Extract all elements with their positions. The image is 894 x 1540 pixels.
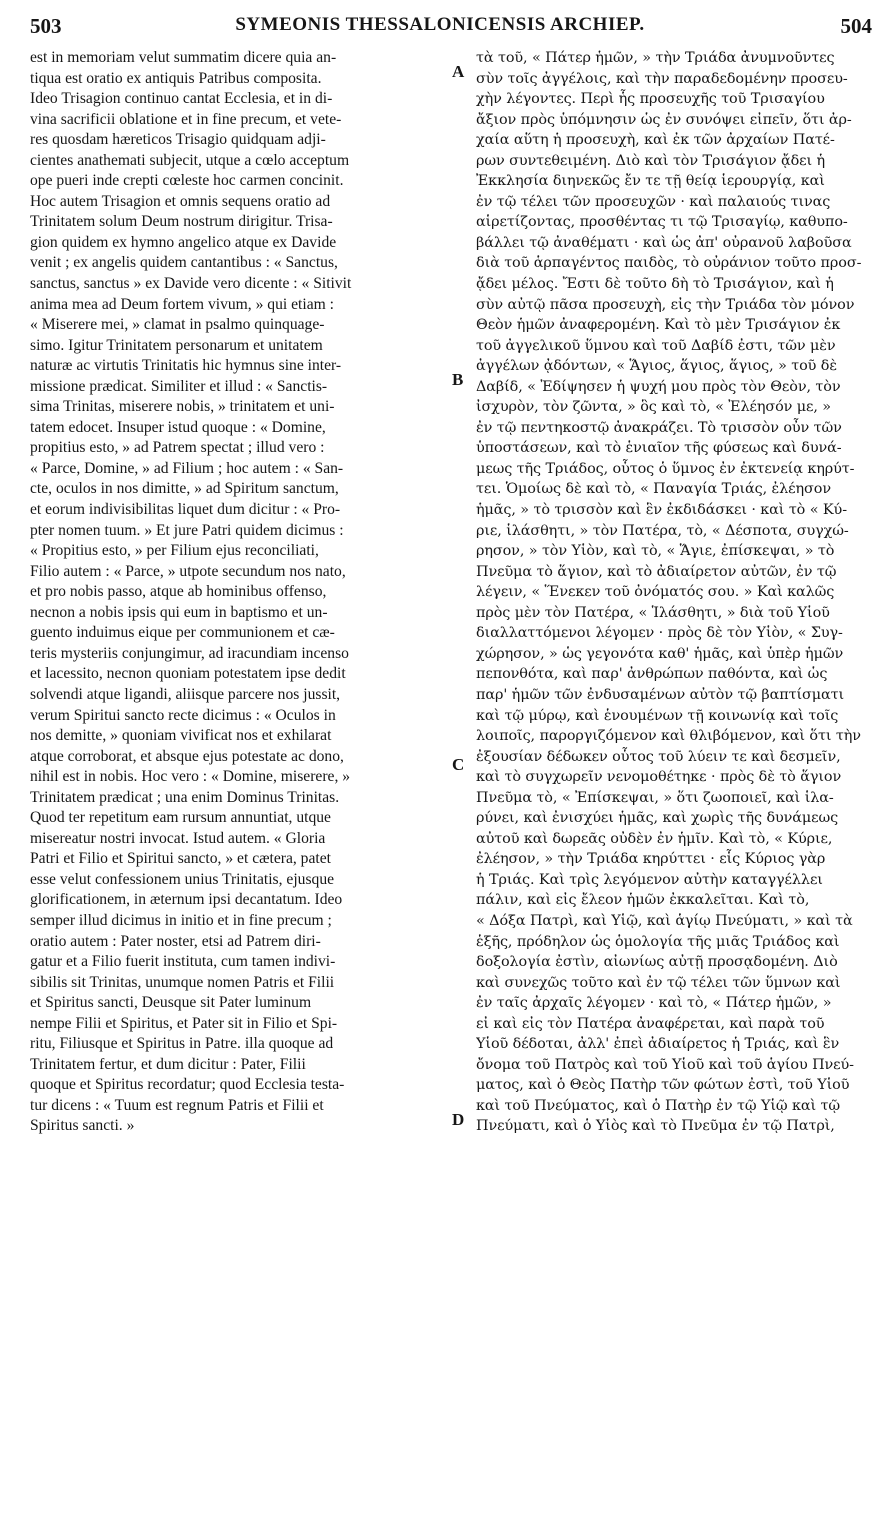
latin-text-line: Hoc autem Trisagion et omnis sequens oratio ad <box>30 192 331 210</box>
greek-text-line: « Δόξα Πατρὶ, καὶ Υἱῷ, καὶ ἁγίῳ Πνεύματι, » καὶ τὰ <box>476 912 853 929</box>
latin-text-line: est in memoriam velut summatim dicere quia an- <box>30 49 337 66</box>
latin-text-line: sima Trinitas, miserere nobis, » trinitatem et uni- <box>30 398 335 416</box>
greek-text-line: Δαβίδ, « Ἐδίψησεν ἡ ψυχή μου πρὸς τὸν Θεὸν, τὸν <box>476 378 841 395</box>
greek-text-line: διαλλαττόμενοι λέγομεν · πρὸς δὲ τὸν Υἱὸν, « Συγ- <box>476 625 843 642</box>
latin-text-line: res quosdam hæreticos Trisagio quidquam adji- <box>30 131 326 149</box>
latin-text-line: Quod ter repetitum eam rursum annuntiat, utque <box>30 809 331 827</box>
latin-text-line: ope pueri inde crepti cœleste hoc carmen concinit. <box>30 172 344 190</box>
latin-text-line: et eorum indivisibilitas liquet dum dicitur : « Pro- <box>30 501 341 519</box>
greek-text-line: εἰ καὶ εἰς τὸν Πατέρα ἀναφέρεται, καὶ παρὰ τοῦ <box>476 1015 825 1032</box>
latin-text-line: semper illud dicimus in initio et in fine precum ; <box>30 911 332 929</box>
latin-text-line: et pro nobis passo, atque ab hominibus offenso, <box>30 583 327 601</box>
greek-text-line: τοῦ ἀγγελικοῦ ὕμνου καὶ τοῦ Δαβίδ ἐστι, τῶν μὲν <box>476 337 836 354</box>
section-marker-c: C <box>452 755 465 774</box>
greek-text-line: λοιποῖς, παροργιζόμενον καὶ θλιβόμενον, καὶ ὅτι τὴν <box>476 728 861 745</box>
latin-text-line: pter nomen tuum. » Et jure Patri quidem dicimus : <box>30 521 344 539</box>
greek-text-line: ἐξουσίαν δέδωκεν οὗτος τοῦ λύειν τε καὶ δεσμεῖν, <box>476 748 841 765</box>
greek-column <box>476 48 890 1137</box>
greek-text-line: Θεὸν ἡμῶν ἀναφερομένη. Καὶ τὸ μὲν Τρισάγιον ἐκ <box>476 317 841 334</box>
section-marker-b: B <box>452 370 464 389</box>
greek-text-line: ὑποστάσεων, καὶ τὸ ἑνιαῖον τῆς φύσεως καὶ δυνά- <box>476 440 842 457</box>
latin-text-line: sibilis sit Trinitas, unumque nomen Patris et Filii <box>30 973 335 991</box>
latin-text-line: necnon a nobis ipsis qui eum in baptismo et un- <box>30 603 328 621</box>
greek-text-line: ρων συντεθειμένη. Διὸ καὶ τὸν Τρισάγιον ᾄδει ἡ <box>476 152 826 169</box>
greek-text-line: χαία αὕτη ἡ προσευχὴ, καὶ ἐκ τῶν ἀρχαίων Πατέ- <box>476 132 835 149</box>
greek-text-line: ὄνομα τοῦ Πατρὸς καὶ τοῦ Υἱοῦ καὶ τοῦ ἁγίου Πνεύ- <box>476 1056 854 1073</box>
latin-text-line: oratio autem : Pater noster, etsi ad Patrem diri- <box>30 932 321 950</box>
greek-text-line: ριε, ἱλάσθητι, » τὸν Πατέρα, τὸ, « Δέσποτα, συγχώ- <box>476 522 849 539</box>
latin-text-line: propitius esto, » ad Patrem spectat ; illud vero : <box>30 439 325 457</box>
latin-text-line: missione prædicat. Similiter et illud : « Sanctis- <box>30 377 328 395</box>
greek-text-line: ἐν τῷ τέλει τῶν προσευχῶν · καὶ παλαιούς τινας <box>476 193 831 210</box>
greek-text-line: Υἱοῦ δέδοται, ἀλλ' ἐπεὶ ἀδιαίρετος ἡ Τριάς, καὶ ἓν <box>476 1036 840 1053</box>
latin-text-line: gion quidem ex hymno angelico atque ex Davide <box>30 233 337 251</box>
greek-text-line: χὴν λέγοντες. Περὶ ἧς προσευχῆς τοῦ Τρισαγίου <box>476 91 825 108</box>
greek-text-line: ἡμᾶς, » τὸ τρισσὸν καὶ ἓν ἐκδιδάσκει · καὶ τὸ « Κύ- <box>476 502 847 519</box>
greek-text-line: τει. Ὁμοίως δὲ καὶ τὸ, « Παναγία Τριάς, ἐλέησον <box>476 481 831 498</box>
greek-text-line: Πνεῦμα τὸ, « Ἐπίσκεψαι, » ὅτι ζωοποιεῖ, καὶ ἱλα- <box>476 789 834 806</box>
greek-text-line: πρὸς μὲν τὸν Πατέρα, « Ἱλάσθητι, » διὰ τοῦ Υἱοῦ <box>476 604 830 621</box>
latin-text-line: verum Spiritui sancto recte dicimus : « Oculos in <box>30 706 336 724</box>
latin-text-line: venit ; ex angelis quidem cantantibus : « Sanctus, <box>30 254 338 272</box>
latin-text-line: esse velut confessionem unius Trinitatis, ejusque <box>30 870 335 888</box>
latin-text-line: « Propitius esto, » per Filium ejus reconciliati, <box>30 542 319 560</box>
latin-text-line: Trinitatem solum Deum nostrum dirigitur. Trisa- <box>30 213 333 231</box>
latin-text-line: vina sacrificii oblatione et in fine precum, et vete- <box>30 110 342 128</box>
greek-text-line: ἐν ταῖς ἀρχαῖς λέγομεν · καὶ τὸ, « Πάτερ ἡμῶν, » <box>476 995 832 1012</box>
greek-text-line: Πνεῦμα τὸ ἅγιον, καὶ τὸ ἀδιαίρετον αὐτῶν, ἐν τῷ <box>476 563 837 580</box>
greek-text-line: ἀγγέλων ᾀδόντων, « Ἅγιος, ἅγιος, ἅγιος, » τοῦ δὲ <box>476 358 837 375</box>
latin-text-line: Filio autem : « Parce, » utpote secundum nos nato, <box>30 562 346 580</box>
latin-text-line: anima mea ad Deum fortem vivum, » qui etiam : <box>30 295 334 313</box>
greek-text-line: λέγειν, « Ἕνεκεν τοῦ ὀνόματός σου. » Καὶ καλῶς <box>476 584 835 601</box>
greek-text-line: ρησον, » τὸν Υἱὸν, καὶ τὸ, « Ἅγιε, ἐπίσκεψαι, » τὸ <box>476 543 835 560</box>
latin-text-line: tiqua est oratio ex antiquis Patribus composita. <box>30 69 322 87</box>
page-number-left: 503 <box>30 14 62 38</box>
latin-text-line: ritu, Filiusque et Spiritus in Patre. illa quoque ad <box>30 1035 334 1053</box>
latin-text-line: sanctus, sanctus » ex Davide vero dicente : « Sitivit <box>30 275 352 293</box>
section-marker-a: A <box>452 62 465 81</box>
greek-text-line: ἐν τῷ πεντηκοστῷ ἀνακράζει. Τὸ τρισσὸν οὖν τῶν <box>476 419 842 436</box>
latin-text-line: nos demitte, » quoniam vivificat nos et exhilarat <box>30 727 332 745</box>
greek-text-line: Ἐκκλησία διηνεκῶς ἔν τε τῇ θείᾳ ἱερουργίᾳ, καὶ <box>476 173 825 190</box>
latin-text-line: Trinitatem prædicat ; una enim Dominus Trinitas. <box>30 788 340 806</box>
greek-text-line: καὶ συνεχῶς τοῦτο καὶ ἐν τῷ τέλει τῶν ὕμνων καὶ <box>476 974 841 991</box>
greek-text-line: Πνεύματι, καὶ ὁ Υἱὸς καὶ τὸ Πνεῦμα ἐν τῷ Πατρὶ, <box>476 1118 835 1135</box>
latin-text-line: solvendi atque ligandi, aliisque parcere nos jussit, <box>30 685 341 703</box>
greek-text-line: ἐλέησον, » τὴν Τριάδα κηρύττει · εἷς Κύριος γὰρ <box>476 851 826 868</box>
latin-text-line: « Miserere mei, » clamat in psalmo quinquage- <box>30 316 325 334</box>
greek-text-line: ἑξῆς, πρόδηλον ὡς ὁμολογία τῆς μιᾶς Τριάδος καὶ <box>476 933 840 950</box>
latin-text-line: naturæ ac virtutis Trinitatis hic hymnus sine inter- <box>30 357 342 375</box>
greek-text-line: ἄξιον πρὸς ὑπόμνησιν ὡς ἐν συνόψει εἰπεῖν, ὅτι ἀρ- <box>476 111 852 128</box>
latin-text-line: teris mysteriis conjungimur, ad iracundiam incenso <box>30 644 349 662</box>
greek-text-line: καὶ τὸ συγχωρεῖν νενομοθέτηκε · πρὸς δὲ τὸ ἅγιον <box>476 769 842 786</box>
greek-text-line: ἰσχυρὸν, τὸν ζῶντα, » ὃς καὶ τὸ, « Ἐλέησόν με, » <box>476 399 832 416</box>
latin-text-line: « Parce, Domine, » ad Filium ; hoc autem : « San- <box>30 459 344 477</box>
greek-text-line: μεως τῆς Τριάδος, οὗτος ὁ ὕμνος ἐν ἐκτενείᾳ κηρύτ- <box>476 460 855 477</box>
latin-text-line: et lacessito, necnon quoniam potestatem ipse dedit <box>30 665 346 683</box>
greek-text-line: καὶ τῷ μύρῳ, καὶ ἑνουμένων τῇ κοινωνίᾳ καὶ τοῖς <box>476 707 839 724</box>
greek-text-line: βάλλει τῷ ἀναθέματι · καὶ ὡς ἀπ' οὐρανοῦ λαβοῦσα <box>476 234 852 251</box>
latin-text-line: tatem edocet. Insuper istud quoque : « Domine, <box>30 418 326 436</box>
latin-text-line: quoque et Spiritus recordatur; quod Ecclesia testa- <box>30 1076 345 1094</box>
latin-text-line: cientes anathemati subjecit, utque a cœlo acceptum <box>30 151 350 169</box>
latin-text-line: nempe Filii et Spiritus, et Pater sit in Filio et Spi- <box>30 1014 338 1032</box>
latin-text-line: Trinitatem fertur, et dum dicitur : Pater, Filii <box>30 1055 306 1073</box>
latin-text-line: nihil est in nobis. Hoc vero : « Domine, miserere, » <box>30 768 351 786</box>
latin-text-line: misereatur nostri invocat. Istud autem. « Gloria <box>30 829 326 847</box>
greek-text-line: ἡ Τριάς. Καὶ τρὶς λεγόμενον αὐτὴν καταγγέλλει <box>476 871 823 888</box>
greek-text-line: διὰ τοῦ ἁρπαγέντος παιδὸς, τὸ οὐράνιον τοῦτο προσ- <box>476 255 862 272</box>
latin-text-line: Spiritus sancti. » <box>30 1117 135 1135</box>
latin-text-line: guento induimus eique per communionem et cæ- <box>30 624 335 642</box>
greek-text-line: αὐτοῦ καὶ δωρεᾶς οὐδὲν ἐν ἡμῖν. Καὶ τὸ, « Κύριε, <box>476 830 833 847</box>
greek-text-line: πάλιν, καὶ εἰς ἔλεον ἡμῶν ἐκκαλεῖται. Καὶ τὸ, <box>476 892 810 909</box>
greek-text-line: πεπονθότα, καὶ παρ' ἀνθρώπων παθόντα, καὶ ὡς <box>476 666 828 683</box>
latin-text-line: atque corroborat, et absque ejus potestate ac dono, <box>30 747 344 765</box>
greek-text-line: τὰ τοῦ, « Πάτερ ἡμῶν, » τὴν Τριάδα ἀνυμνοῦντες <box>476 50 835 66</box>
greek-text-line: χώρησον, » ὡς γεγονότα καθ' ἡμᾶς, καὶ ὑπὲρ ἡμῶν <box>476 645 844 662</box>
greek-text-line: καὶ τοῦ Πνεύματος, καὶ ὁ Πατὴρ ἐν τῷ Υἱῷ καὶ τῷ <box>476 1097 841 1114</box>
greek-text-line: ματος, καὶ ὁ Θεὸς Πατὴρ τῶν φώτων ἐστὶ, τοῦ Υἱοῦ <box>476 1077 850 1094</box>
greek-text-line: ρύνει, καὶ ἐνισχύει ἡμᾶς, καὶ χωρὶς τῆς δυνάμεως <box>476 810 839 827</box>
greek-text-line: σὺν αὐτῷ πᾶσα προσευχὴ, εἰς τὴν Τριάδα τὸν μόνον <box>476 296 855 313</box>
section-marker-d: D <box>452 1110 465 1129</box>
greek-text-line: ᾄδει μέλος. Ἔστι δὲ τοῦτο δὴ τὸ Τρισάγιον, καὶ ἡ <box>476 276 834 293</box>
latin-text-line: Patri et Filio et Spiritui sancto, » et cætera, patet <box>30 850 331 868</box>
latin-text-line: et Spiritus sancti, Deusque sit Pater luminum <box>30 994 312 1012</box>
greek-text-line: παρ' ἡμῶν τῶν ἐνδυσαμένων αὐτὸν τῷ βαπτίσματι <box>476 686 845 703</box>
latin-text-line: Ideo Trisagion continuo cantat Ecclesia, et in di- <box>30 90 333 108</box>
greek-text-line: αἱρετίζοντας, προσθέντας τι τῷ Τρισαγίῳ, καθυπο- <box>476 214 848 231</box>
greek-text-line: σὺν τοῖς ἀγγέλοις, καὶ τὴν παραδεδομένην προσευ- <box>476 70 848 87</box>
greek-text-line: δοξολογία ἐστὶν, αἰωνίως αὐτῇ προσᾳδομένη. Διὸ <box>476 954 838 971</box>
page-number-right: 504 <box>840 14 872 38</box>
latin-text-line: glorificationem, in æternum ipsi decantatum. Ideo <box>30 891 343 909</box>
latin-text-line: simo. Igitur Trinitatem personarum et unitatem <box>30 336 323 354</box>
latin-text-line: cte, oculos in nos dimitte, » ad Spiritum sanctum, <box>30 480 339 498</box>
latin-column <box>30 48 444 1137</box>
latin-text-line: tur dicens : « Tuum est regnum Patris et Filii et <box>30 1096 324 1114</box>
running-head: SYMEONIS THESSALONICENSIS ARCHIEP. <box>235 14 645 35</box>
latin-text-line: gatur et a Filio fuerit instituta, cum tamen indivi- <box>30 953 336 971</box>
